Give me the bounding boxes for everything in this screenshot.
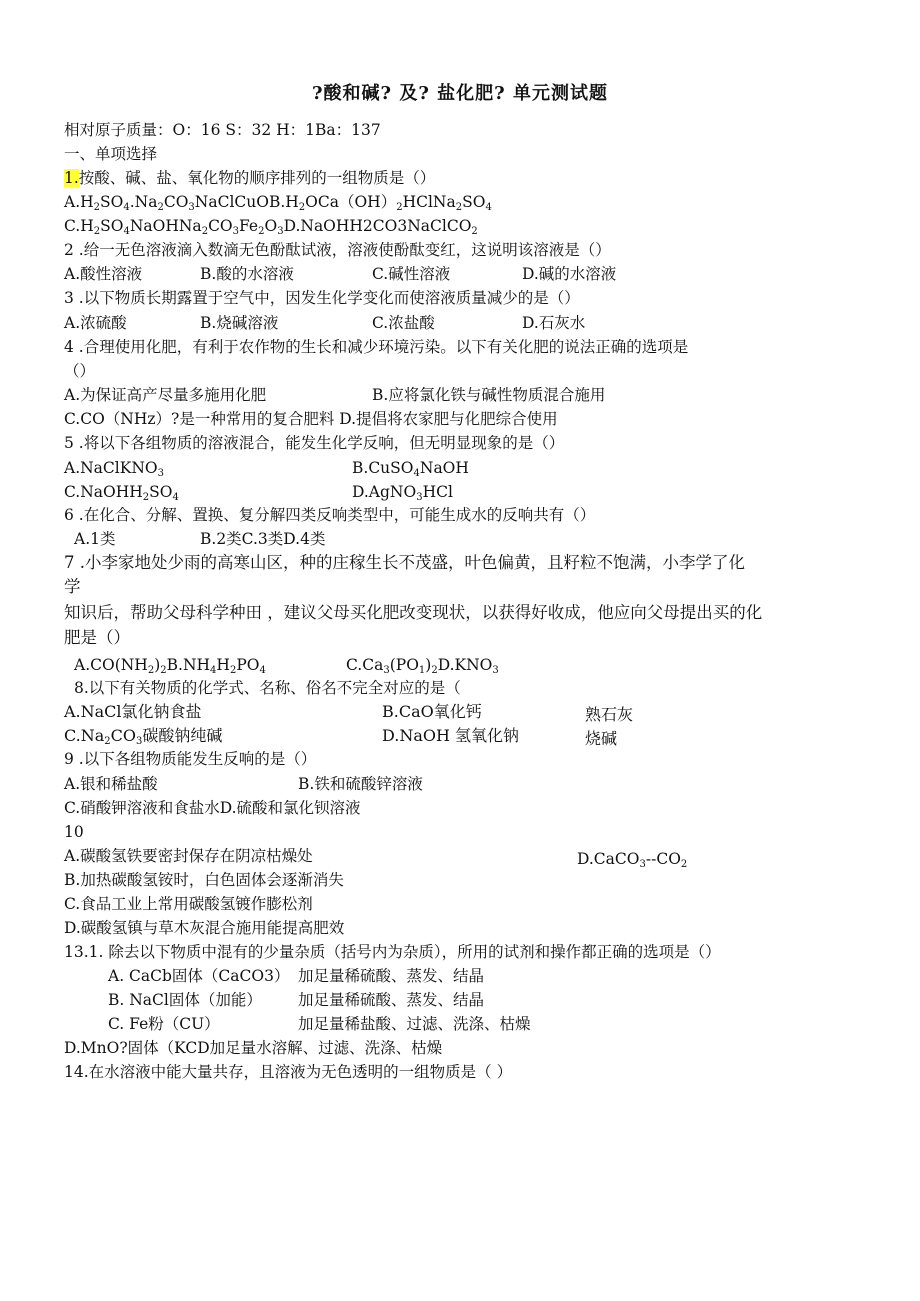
question-13-option-a-substance: A. CaCb固体（CaCO3） (108, 967, 290, 985)
question-8-option-b-alias: 熟石灰 (585, 705, 634, 724)
question-2-stem: 2 .给一无色溶液滴入数滴无色酚酞试液，溶液使酚酞变红，这说明该溶液是（） (64, 241, 611, 259)
question-4-stem: 4 .合理使用化肥，有利于农作物的生长和减少环境污染。以下有关化肥的说法正确的选项是 (64, 338, 689, 356)
question-1-number: 1. (64, 169, 79, 187)
question-6-option-a: A.1类 (74, 530, 116, 548)
question-5-option-c: $C.NaOHH_2SO_4$ (64, 483, 179, 503)
question-3-option-a: A.浓硫酸 (64, 314, 127, 332)
section-heading: 一、单项选择 (64, 145, 158, 163)
question-10-option-a: A.碳酸氢铁要密封保存在阴凉枯燥处 (64, 847, 313, 865)
question-13-option-c-operation: 加足量稀盐酸、过滤、洗涤、枯燥 (298, 1015, 531, 1033)
question-8-option-c: $C.Na_2CO_3$碳酸钠纯碱 (64, 726, 223, 747)
question-7-options-cd: $C.Ca_3(PO_1)_2D.KNO_3$ (346, 656, 499, 676)
question-7-stem-line3: 知识后，帮助父母科学种田 ，建议父母买化肥改变现状，以获得好收成，他应向父母提出买的化 (64, 603, 763, 622)
question-9-options-cd: C.硝酸钾溶液和食盐水D.硫酸和氯化钡溶液 (64, 799, 361, 817)
question-13-option-a-operation: 加足量稀硫酸、蒸发、结晶 (298, 967, 485, 985)
question-7-options-ab: $A.CO(NH_2)_2B.NH_4H_2PO_4$ (74, 656, 266, 676)
question-3-option-c: C.浓盐酸 (372, 314, 435, 332)
question-7-stem: 7 .小李家地处少雨的高寒山区，种的庄稼生长不茂盛，叶色偏黄，且籽粒不饱满，小李学了化 (64, 553, 745, 572)
question-9-option-b: B.铁和硫酸锌溶液 (298, 775, 423, 793)
question-2-option-a: A.酸性溶液 (64, 265, 143, 283)
question-13-stem: 13.1. 除去以下物质中混有的少量杂质（括号内为杂质），所用的试剂和操作都正确的选项是（） (64, 943, 721, 961)
question-2-option-c: C.碱性溶液 (372, 265, 451, 283)
question-10-option-b: B.加热碳酸氢铵时，白色固体会逐渐消失 (64, 871, 344, 889)
question-14-stem: 14.在水溶液中能大量共存，且溶液为无色透明的一组物质是（ ） (64, 1063, 513, 1081)
question-7-stem-cont: 学 (64, 577, 81, 596)
question-10-number: 10 (64, 823, 84, 841)
page-title: ?酸和碱? 及? 盐化肥? 单元测试题 (312, 83, 608, 104)
atomic-mass-line: 相对原子质量：O：16 S：32 H：1Ba：137 (64, 121, 381, 139)
question-8-option-d-alias: 烧碱 (585, 729, 618, 748)
question-3-option-b: B.烧碱溶液 (200, 314, 279, 332)
question-9-stem: 9 .以下各组物质能发生反响的是（） (64, 750, 317, 768)
question-13-option-b-operation: 加足量稀硫酸、蒸发、结晶 (298, 991, 485, 1009)
question-8-option-b: B.CaO氧化钙 (382, 702, 482, 721)
question-2-option-d: D.碱的水溶液 (522, 265, 617, 283)
question-13-option-b-substance: B. NaCl固体（加能） (108, 991, 262, 1009)
question-5-option-d: D.AgNO$_3$HCl (352, 483, 453, 503)
question-3-stem: 3 .以下物质长期露置于空气中，因发生化学变化而使溶液质量减少的是（） (64, 289, 580, 307)
question-9-option-a: A.银和稀盐酸 (64, 775, 158, 793)
question-13-option-c-substance: C. Fe粉（CU） (108, 1015, 220, 1033)
question-10-option-c: C.食品工业上常用碳酸氢镀作膨松剂 (64, 895, 313, 913)
question-3-option-d: D.石灰水 (522, 314, 586, 332)
question-1-stem: 1.按酸、碱、盐、氧化物的顺序排列的一组物质是（） (64, 169, 436, 187)
question-4-stem-cont: （） (64, 362, 96, 380)
question-4-options-cd: C.CO（NHz）?是一种常用的复合肥料 D.提倡将农家肥与化肥综合使用 (64, 410, 558, 428)
question-4-option-b: B.应将氯化铁与碱性物质混合施用 (372, 386, 606, 404)
question-5-option-b: B.CuSO$_4$NaOH (352, 459, 469, 479)
question-2-option-b: B.酸的水溶液 (200, 265, 294, 283)
question-4-option-a: A.为保证高产尽量多施用化肥 (64, 386, 267, 404)
question-5-option-a: A.NaClKNO$_3$ (64, 459, 164, 479)
question-10-option-d-formula: $D.CaCO_3--CO_2$ (577, 850, 688, 870)
question-8-option-a: A.NaCl氯化钠食盐 (64, 702, 202, 721)
question-10-option-d: D.碳酸氢镇与草木灰混合施用能提高肥效 (64, 919, 345, 937)
question-13-option-d: D.MnO?固体（KCD加足量水溶解、过滤、洗涤、枯燥 (64, 1039, 443, 1057)
question-1-options-ab: $A.H_2SO_4.Na_2CO_3NaClCuOB.H_2OCa(OH)_2HClNa_2SO_4$ (64, 193, 492, 213)
question-8-stem: 8.以下有关物质的化学式、名称、俗名不完全对应的是（ (74, 679, 461, 697)
question-7-stem-line4: 肥是（） (64, 628, 130, 647)
question-5-stem: 5 .将以下各组物质的溶液混合，能发生化学反响，但无明显现象的是（） (64, 434, 565, 452)
question-8-option-d: D.NaOH 氢氧化钠 (382, 726, 520, 745)
question-6-stem: 6 .在化合、分解、置换、复分解四类反响类型中，可能生成水的反响共有（） (64, 506, 596, 524)
question-6-options-bcd: B.2类C.3类D.4类 (200, 530, 326, 548)
question-1-options-cd: $C.H_2SO_4NaOHNa_2CO_3Fe_2O_3D.NaOHH2CO3NaClCO_2$ (64, 217, 478, 237)
